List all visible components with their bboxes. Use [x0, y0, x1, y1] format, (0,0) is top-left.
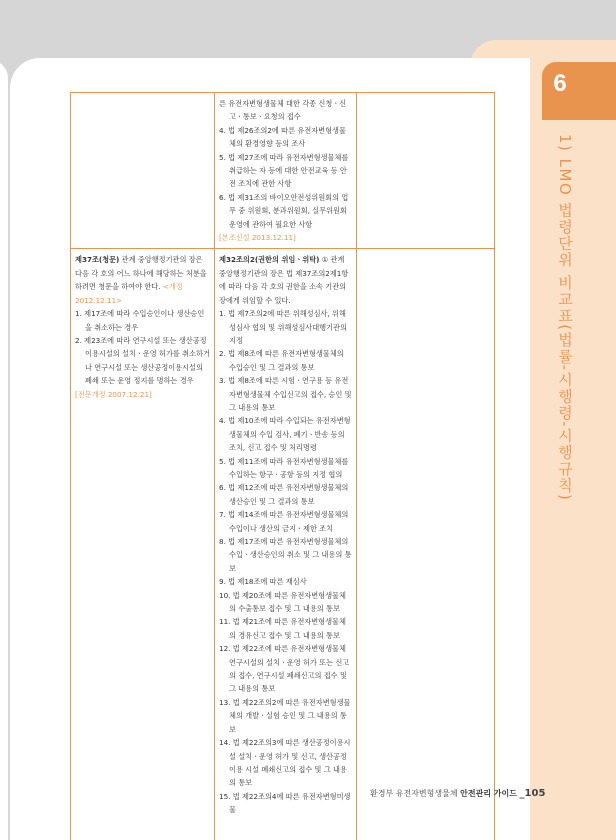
revision-tag: [전문개정 2007.12.21]	[75, 389, 152, 399]
cell-decree	[215, 249, 357, 840]
chapter-side-title: 1) LMO 법령단위 비교표(법률-시행령-시행규칙)	[556, 134, 574, 502]
list-item: 6. 법 제31조의 바이오안전성위원회의 업무 중 위원회, 분과위원회, 실무위원회 운영에 관하여 필요한 사항	[219, 192, 349, 229]
page-footer	[370, 788, 545, 799]
footer-title: 유전자변형생물체	[395, 789, 458, 798]
list-item: 2. 법 제8조에 따른 유전자변형생물체의 수입승인 및 그 결과의 통보	[219, 349, 344, 372]
table-row	[71, 93, 495, 249]
law-comparison-table	[70, 92, 495, 840]
list-item: 10. 법 제20조에 따른 유전자변형생물체의 수출통보 접수 및 그 내용의 통보	[219, 590, 346, 614]
list-item: 15. 법 제22조의4에 따른 유전자변형미생물	[219, 791, 351, 815]
cell-law	[71, 93, 215, 249]
table-row	[71, 249, 495, 840]
list-item: 7. 법 제14조에 따른 유전자변형생물체의 수입이나 생산의 금지ㆍ제한 조치	[219, 510, 349, 533]
list-item: 1. 제17조에 따라 수입승인이나 생산승인을 취소하는 경우	[75, 309, 205, 332]
footer-title-bold: 안전관리 가이드	[460, 789, 517, 798]
article-title: 제32조의2(권한의 위임ㆍ위탁)	[219, 255, 320, 265]
article-intro: 관계 중앙행정기관의 장은 다음 각 호의 어느 하나에 해당하는 처분을 하려면 청문을 하여야 한다.	[75, 255, 207, 292]
list-item: 5. 법 제27조에 따라 유전자변형생물체를 취급하는 자 등에 대한 안전교육 등 안전 조치에 관한 사항	[219, 152, 349, 189]
revision-tag: <개정 2012.12.11>	[75, 282, 183, 305]
article-paragraph	[75, 253, 210, 307]
list-item: 9. 법 제18조에 따른 재심사	[219, 577, 307, 587]
cell-law	[71, 249, 215, 840]
cell-rule	[357, 93, 495, 249]
list-item: 12. 법 제22조에 따른 유전자변형생물체 연구시설의 설치ㆍ운영 허가 또는 신고의 접수, 연구시설 폐쇄신고의 접수 및 그 내용의 통보	[219, 644, 350, 694]
page-number: _105	[519, 788, 546, 799]
list-item: 11. 법 제21조에 따른 유전자변형생물체의 경유신고 접수 및 그 내용의 통보	[219, 617, 346, 640]
footer-publisher: 환경부	[370, 789, 394, 798]
list-item: 13. 법 제22조의2에 따른 유전자변형생물체의 개발ㆍ실험 승인 및 그 내용의 통보	[219, 697, 351, 734]
cell-decree	[215, 93, 357, 249]
list-item: 3. 법 제8조에 따른 시험ㆍ연구용 등 유전자변형생물체 수입신고의 접수, 승인 및 그 내용의 통보	[219, 376, 352, 412]
page-edge	[0, 60, 8, 840]
article-intro: ① 관계 중앙행정기관의 장은 법 제37조의2제1항에 따라 다음 각 호의 권한을 소속 기관의 장에게 위임할 수 있다.	[219, 255, 349, 305]
article-title: 제37조(청문)	[75, 255, 120, 265]
list-item: 른 유전자변형생물체 대한 각종 신청ㆍ신고ㆍ통보ㆍ요청의 접수	[219, 99, 347, 122]
list-item: 5. 법 제11조에 따라 유전자변형생물체를 수입하는 항구ㆍ공항 등의 지정 협의	[219, 456, 349, 479]
chapter-tab[interactable]	[542, 62, 616, 120]
list-item: 2. 제23조에 따라 연구시설 또는 생산공정이용시설의 설치ㆍ운영 허가를 취소하거나 연구시설 또는 생산공정이용시설의 폐쇄 또는 운영 정지를 명하는 경우	[75, 335, 210, 386]
list-item: 4. 법 제10조에 따라 수입되는 유전자변형생물체의 수입 검사, 폐기ㆍ반송 등의 조치, 신고 접수 및 처리명령	[219, 416, 351, 453]
chapter-number: 6	[553, 70, 567, 97]
list-item: 4. 법 제26조의2에 따른 유전자변형생물체의 환경영향 등의 조사	[219, 125, 346, 149]
list-item: 6. 법 제12조에 따른 유전자변형생물체의 생산승인 및 그 결과의 통보	[219, 483, 349, 506]
list-item: 14. 법 제22조의3에 따른 생산공정이용시설 설치ㆍ운영 허가 및 신고, 생산공정이용 시설 폐쇄신고의 접수 및 그 내용의 통보	[219, 738, 351, 788]
revision-tag: [본조신설 2013.12.11]	[219, 233, 296, 243]
list-item: 1. 법 제7조의2에 따른 위해성심사, 위해성심사 협의 및 위해성심사대행기관의 지정	[219, 309, 347, 345]
cell-rule	[357, 249, 495, 840]
list-item: 8. 법 제17조에 따른 유전자변형생물체의 수입ㆍ생산승인의 취소 및 그 내용의 통보	[219, 537, 352, 573]
article-paragraph	[219, 253, 352, 307]
